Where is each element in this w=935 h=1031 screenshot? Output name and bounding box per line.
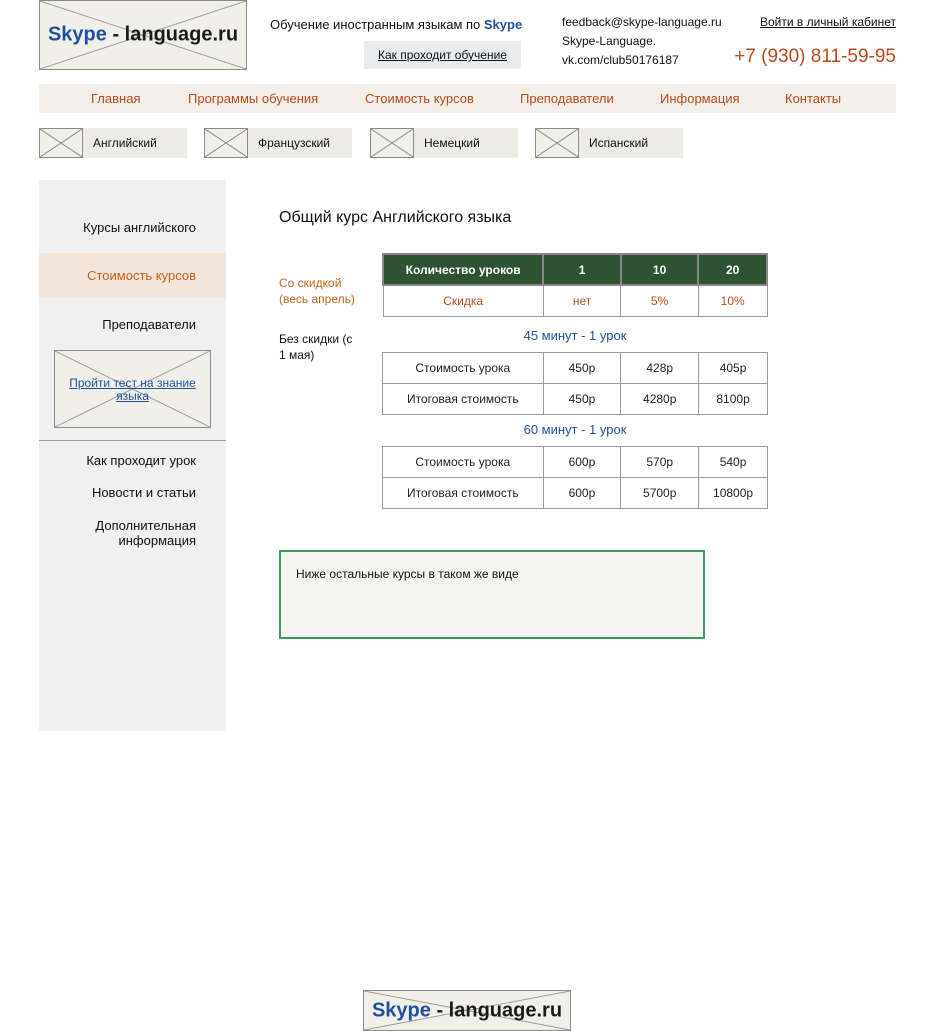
language-label: Английский [93,136,157,150]
discount-table [382,253,768,317]
language-tab-english[interactable] [39,128,187,158]
table-cell: нет [543,285,621,316]
tagline: Обучение иностранным языкам по Skype [270,17,523,32]
discount-note: Со скидкой (весь апрель) [279,276,355,306]
price-table-60 [382,446,768,509]
table-cell: 428р [621,353,699,384]
section-45-title: 45 минут - 1 урок [523,328,627,343]
no-discount-note: Без скидки (с 1 мая) [279,332,353,362]
table-cell: 8100р [699,384,768,415]
logo-text: Skype - language.ru [47,23,239,46]
table-cell: Стоимость урока [383,353,544,384]
contact-skype: Skype-Language. [562,34,657,48]
footer-logo-text: Skype - language.ru [371,999,563,1021]
table-cell: 450р [543,353,621,384]
table-cell: 570р [621,447,699,478]
language-test-link[interactable]: Пройти тест на знание языка [69,376,196,403]
language-tab-german[interactable] [370,128,518,158]
language-label: Французский [258,136,330,150]
table-cell: 5700р [621,478,699,509]
table-row [383,447,768,478]
nav-item-info[interactable]: Информация [660,91,740,106]
table-cell: Итоговая стоимость [383,478,544,509]
nav-item-programs[interactable]: Программы обучения [188,91,319,106]
sidebar-divider [39,440,226,441]
sidebar-item-extra-info[interactable]: Дополнительная информация [95,518,196,548]
table-cell: 4280р [621,384,699,415]
table-cell: 405р [699,353,768,384]
language-label: Немецкий [424,136,480,150]
flag-placeholder-icon [535,128,579,158]
language-test-banner[interactable] [54,350,211,428]
logo[interactable] [39,0,247,70]
info-box-text: Ниже остальные курсы в таком же виде [296,567,519,581]
table-cell: Итоговая стоимость [383,384,544,415]
contact-email[interactable]: feedback@skype-language.ru [562,15,722,29]
contact-vk[interactable]: vk.com/club50176187 [562,53,679,67]
section-60-title: 60 минут - 1 урок [523,422,627,437]
price-table-45 [382,352,768,415]
table-header-row [383,254,767,285]
sidebar-item-teachers[interactable]: Преподаватели [102,317,196,332]
table-row [383,384,768,415]
flag-placeholder-icon [204,128,248,158]
table-cell: 5% [621,285,699,316]
table-cell: Стоимость урока [383,447,544,478]
nav-item-prices[interactable]: Стоимость курсов [365,91,474,106]
language-tab-spanish[interactable] [535,128,683,158]
main-nav [39,84,896,113]
sidebar-item-english-courses[interactable]: Курсы английского [83,220,196,235]
info-box [279,550,705,639]
table-cell: Скидка [383,285,543,316]
table-row [383,285,767,316]
table-cell: 600р [543,478,621,509]
table-row [383,353,768,384]
flag-placeholder-icon [39,128,83,158]
how-learning-button[interactable]: Как проходит обучение [364,41,521,69]
nav-item-home[interactable]: Главная [91,91,141,106]
phone-number: +7 (930) 811-59-95 [734,46,896,67]
sidebar-item-prices[interactable]: Стоимость курсов [87,268,196,283]
nav-item-contacts[interactable]: Контакты [785,91,842,106]
table-row [383,478,768,509]
table-cell: 540р [699,447,768,478]
table-cell: 600р [543,447,621,478]
table-cell: 10% [698,285,767,316]
table-header-cell: 10 [621,254,699,285]
sidebar-item-lesson[interactable]: Как проходит урок [86,453,196,468]
table-header-cell: 20 [698,254,767,285]
language-tab-french[interactable] [204,128,352,158]
sidebar-item-news[interactable]: Новости и статьи [91,485,196,500]
nav-item-teachers[interactable]: Преподаватели [520,91,614,106]
table-cell: 450р [543,384,621,415]
flag-placeholder-icon [370,128,414,158]
table-cell: 10800р [699,478,768,509]
footer-logo[interactable] [363,990,571,1031]
table-header-cell: 1 [543,254,621,285]
page-title: Общий курс Английского языка [279,209,512,226]
language-label: Испанский [589,136,649,150]
table-header-cell: Количество уроков [383,254,543,285]
sidebar [39,180,226,731]
login-link[interactable]: Войти в личный кабинет [759,15,896,29]
